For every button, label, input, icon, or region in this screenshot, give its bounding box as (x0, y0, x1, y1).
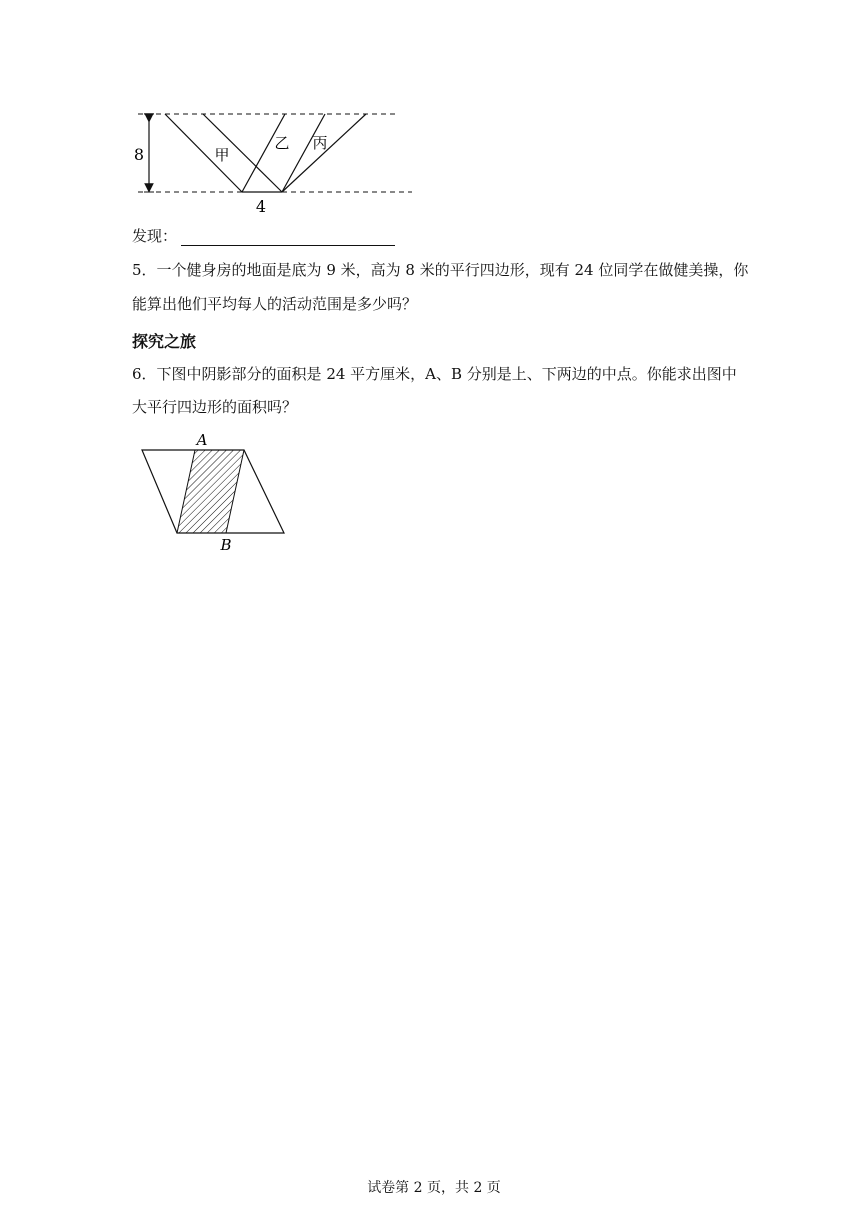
shape-label-jia: 甲 (214, 146, 230, 164)
shape-yi (242, 114, 328, 192)
question-6-line-2: 大平行四边形的面积吗？ (132, 398, 298, 416)
question-6-line-1: 6．下图中阴影部分的面积是 24 平方厘米，A、B 分别是上、下两边的中点。你能求出图中 (132, 365, 737, 383)
question-5-line-1: 5．一个健身房的地面是底为 9 米，高为 8 米的平行四边形，现有 24 位同学在做健美操，你 (132, 261, 749, 279)
label-a: A (196, 431, 208, 449)
page-footer: 试卷第 2 页，共 2 页 (367, 1180, 501, 1196)
shape-label-bing: 丙 (312, 134, 328, 152)
height-label: 8 (133, 145, 144, 164)
answer-blank[interactable] (181, 229, 395, 246)
finding-line (132, 226, 395, 246)
finding-label: 发现： (132, 227, 178, 245)
parallel-lines-figure (130, 100, 430, 220)
base-label: 4 (255, 197, 267, 216)
shaded-region (177, 450, 244, 533)
section-title: 探究之旅 (132, 332, 197, 351)
label-b: B (220, 536, 232, 554)
parallelogram-figure (135, 428, 295, 558)
shape-label-yi: 乙 (274, 134, 290, 152)
question-5-line-2: 能算出他们平均每人的活动范围是多少吗？ (132, 295, 418, 313)
